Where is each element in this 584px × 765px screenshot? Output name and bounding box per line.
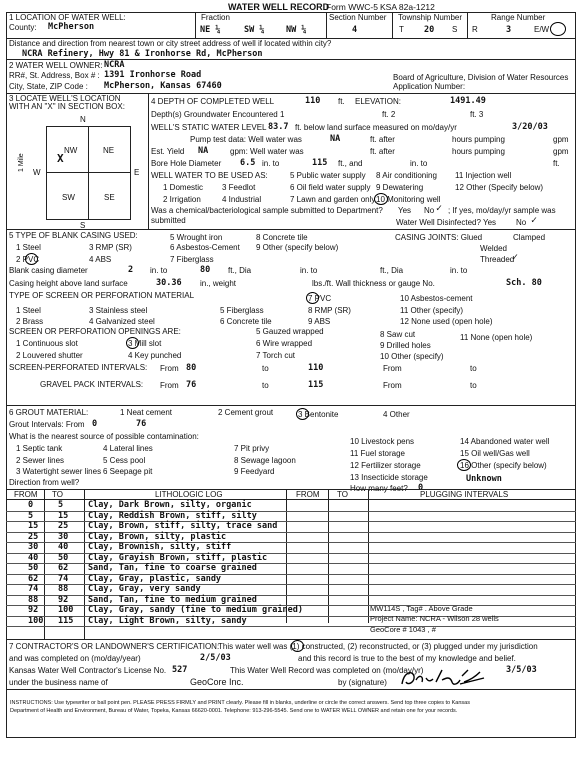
opening-3: 3 Mill slot xyxy=(128,339,162,348)
si-from-value: 80 xyxy=(186,363,197,373)
log-to: 100 xyxy=(58,605,74,615)
log-from: 25 xyxy=(28,531,39,542)
log-to: 92 xyxy=(58,594,69,605)
opening-9: 9 Drilled holes xyxy=(380,341,431,350)
pump-test-value: NA xyxy=(330,134,341,144)
table-row xyxy=(10,511,565,522)
log-header-plugging: PLUGGING INTERVALS xyxy=(420,490,509,499)
license-value: 527 xyxy=(172,665,188,675)
ksa-reference: KSA 82a-1212 xyxy=(380,2,435,12)
sample-date-label: ; If yes, mo/day/yr sample was xyxy=(448,206,556,215)
gravel-intervals-label: GRAVEL PACK INTERVALS: xyxy=(40,380,144,389)
gp-from-label-2: From xyxy=(383,381,402,390)
log-description: Clay, Grayish Brown, stiff, plastic xyxy=(88,552,268,563)
section7-label: 7 CONTRACTOR'S OR LANDOWNER'S CERTIFICATION: xyxy=(9,642,220,651)
quadrant-nw: NW xyxy=(64,146,78,155)
sample-no: No xyxy=(424,206,435,215)
si-to-value: 110 xyxy=(308,363,324,373)
table-row xyxy=(10,521,565,532)
log-note-1: MW114S , Tag# . Above Grade xyxy=(370,604,473,613)
casing-weight-label: in., weight xyxy=(200,279,237,288)
grout-3: 3 Bentonite xyxy=(298,410,339,419)
use-4: 4 Industrial xyxy=(222,195,262,204)
openings-label: SCREEN OR PERFORATION OPENINGS ARE: xyxy=(9,327,181,336)
contam-9: 9 Feedyard xyxy=(234,467,275,476)
owner-value: NCRA xyxy=(104,60,125,70)
grout-to-value: 76 xyxy=(136,419,147,429)
groundwater-label: Depth(s) Groundwater Encountered 1 xyxy=(151,110,285,119)
gp-to-label: to xyxy=(262,381,269,390)
section1-label: 1 LOCATION OF WATER WELL: xyxy=(9,13,126,22)
opening-10: 10 Other (specify) xyxy=(380,352,444,361)
contamination-label: What is the nearest source of possible contamination: xyxy=(9,432,199,441)
joints-clamped: Clamped xyxy=(513,233,546,242)
township-value: 20 xyxy=(424,25,435,35)
log-description: Clay, Gray, sandy (fine to medium grained) xyxy=(88,605,303,615)
log-to: 40 xyxy=(58,542,69,552)
contam-4: 4 Lateral lines xyxy=(103,444,153,453)
screen-10: 10 Asbestos-cement xyxy=(400,294,473,303)
use-1: 1 Domestic xyxy=(163,183,204,192)
completed-label: and was completed on (mo/day/year) xyxy=(9,654,141,663)
screen-2: 2 Brass xyxy=(16,317,44,326)
section-number-value: 4 xyxy=(352,25,358,35)
section3-label: 3 LOCATE WELL'S LOCATION WITH AN "X" IN SECTION BOX: xyxy=(9,94,125,111)
bore-in-to: in. to xyxy=(262,159,280,168)
gp-to-value: 115 xyxy=(308,380,324,390)
wall-thickness-label: lbs./ft. Wall thickness or gauge No. xyxy=(312,279,435,288)
county-value: McPherson xyxy=(48,22,95,32)
section-number-label: Section Number xyxy=(329,13,387,22)
contam-11: 11 Fuel storage xyxy=(350,449,405,458)
pump-test-label: Pump test data: Well water was xyxy=(190,135,302,144)
form-title: WATER WELL RECORD xyxy=(228,2,330,12)
direction-label: Direction from well? xyxy=(9,478,80,487)
fraction-3: NW ¼ xyxy=(286,25,307,35)
screen-1: 1 Steel xyxy=(16,306,41,315)
contam-6: 6 Seepage pit xyxy=(103,467,153,476)
fraction-2: SW ¼ xyxy=(244,25,265,35)
contam-10: 10 Livestock pens xyxy=(350,437,415,446)
section2-label: 2 WATER WELL OWNER: xyxy=(9,61,103,70)
form-frame xyxy=(6,12,576,738)
mile-label: 1 Mile xyxy=(18,153,25,172)
log-header-to-2: TO xyxy=(337,490,348,499)
use-2: 2 Irrigation xyxy=(163,195,201,204)
gpm-well-label: gpm: Well water was xyxy=(230,147,304,156)
contam-14: 14 Abandoned water well xyxy=(460,437,550,446)
certification-line2: and this record is true to the best of my knowledge and belief. xyxy=(298,654,516,663)
grout-3-circle-mark xyxy=(296,408,309,420)
screen-11: 11 Other (specify) xyxy=(400,306,463,315)
casing-height-value: 30.36 xyxy=(156,278,182,288)
business-label: under the business name of xyxy=(9,678,108,687)
contam-unknown-value: Unknown xyxy=(466,474,502,484)
screen-5: 5 Fiberglass xyxy=(220,306,264,315)
screen-7-circle-mark xyxy=(306,292,319,304)
table-row xyxy=(10,500,565,511)
log-from: 15 xyxy=(28,521,39,531)
log-to: 15 xyxy=(58,510,69,521)
log-to: 115 xyxy=(58,615,74,626)
distance-label: Distance and direction from nearest town or city street address of well if located within city? xyxy=(9,39,332,48)
use-6: 6 Oil field water supply xyxy=(290,183,371,192)
casing-8: 8 Concrete tile xyxy=(256,233,308,242)
log-from: 88 xyxy=(28,594,39,605)
compass-s: S xyxy=(80,221,86,230)
static-value: 83.7 xyxy=(268,122,289,132)
log-header-from-2: FROM xyxy=(296,490,320,499)
completed-value: 2/5/03 xyxy=(200,653,231,663)
board-label: Board of Agriculture, Division of Water Resources xyxy=(393,73,569,82)
bore-in-to-2: in. to xyxy=(410,159,428,168)
screen-6: 6 Concrete tile xyxy=(220,317,272,326)
contam-5: 5 Cess pool xyxy=(103,456,146,465)
record-completed-label: This Water Well Record was completed on (mo/day/yr) xyxy=(230,666,424,675)
bore-to-value: 115 xyxy=(312,158,328,168)
form-number: Form WWC-5 xyxy=(326,2,378,12)
contam-8: 8 Sewage lagoon xyxy=(234,456,296,465)
gp-to-label-2: to xyxy=(470,381,477,390)
use-label: WELL WATER TO BE USED AS: xyxy=(151,171,268,180)
log-description: Sand, Tan, fine to coarse grained xyxy=(88,563,257,573)
opening-2: 2 Louvered shutter xyxy=(16,351,83,360)
log-from: 92 xyxy=(28,605,39,615)
blank-diameter-value: 2 xyxy=(128,265,134,275)
signature xyxy=(398,666,488,690)
quadrant-ne: NE xyxy=(103,146,115,155)
use-5: 5 Public water supply xyxy=(290,171,366,180)
opening-4: 4 Key punched xyxy=(128,351,182,360)
opening-11: 11 None (open hole) xyxy=(460,333,533,342)
casing-1: 1 Steel xyxy=(16,243,41,252)
screen-intervals-label: SCREEN-PERFORATED INTERVALS: xyxy=(9,363,148,372)
log-description: Clay, Dark Brown, silty, organic xyxy=(88,500,252,510)
casing-2: 2 PVC xyxy=(16,255,40,264)
casing-3: 3 RMP (SR) xyxy=(89,243,132,252)
est-yield-label: Est. Yield xyxy=(151,147,185,156)
screen-9: 9 ABS xyxy=(308,317,331,326)
distance-value: NCRA Refinery, Hwy 81 & Ironhorse Rd, McPherson xyxy=(22,49,263,59)
opening-8: 8 Saw cut xyxy=(380,330,416,339)
bore-ft: ft. xyxy=(553,159,560,168)
opening-7: 7 Torch cut xyxy=(256,351,295,360)
wall-thickness-value: Sch. 80 xyxy=(506,278,542,288)
table-row xyxy=(10,584,565,595)
blank-in-to-2: in. to xyxy=(300,266,318,275)
bore-label: Bore Hole Diameter xyxy=(151,159,222,168)
screen-3: 3 Stainless steel xyxy=(89,306,148,315)
log-to: 74 xyxy=(58,573,69,584)
use-9: 9 Dewatering xyxy=(376,183,424,192)
log-from: 40 xyxy=(28,552,39,563)
compass-w: W xyxy=(33,168,41,177)
si-from-label-2: From xyxy=(383,364,402,373)
record-completed-value: 3/5/03 xyxy=(506,665,537,675)
grout-1: 1 Neat cement xyxy=(120,408,173,417)
si-from-label: From xyxy=(160,364,179,373)
contam-16-circle-mark xyxy=(457,459,471,471)
log-description: Clay, Gray, very sandy xyxy=(88,584,201,594)
section5-label: 5 TYPE OF BLANK CASING USED: xyxy=(9,231,138,240)
casing-6: 6 Asbestos-Cement xyxy=(170,243,240,252)
contam-7: 7 Pit privy xyxy=(234,444,270,453)
joints-threaded: Threaded xyxy=(480,255,515,264)
elevation-value: 1491.49 xyxy=(450,96,486,106)
blank-ft-dia: ft., Dia xyxy=(228,266,252,275)
static-label: WELL'S STATIC WATER LEVEL xyxy=(151,123,267,132)
use-3: 3 Feedlot xyxy=(222,183,256,192)
log-to: 5 xyxy=(58,500,64,510)
sample-yes: Yes xyxy=(398,206,412,215)
use-8: 8 Air conditioning xyxy=(376,171,437,180)
log-from: 74 xyxy=(28,584,39,594)
casing-2-circle-mark xyxy=(25,253,38,265)
blank-diameter-label: Blank casing diameter xyxy=(9,266,88,275)
screen-12: 12 None used (open hole) xyxy=(400,317,493,326)
table-row xyxy=(10,542,565,553)
groundwater-2: ft. 2 xyxy=(382,110,396,119)
log-from: 30 xyxy=(28,542,39,552)
address-label: RR#, St. Address, Box # : xyxy=(9,71,100,80)
disinfected-no: No xyxy=(516,218,527,227)
table-row xyxy=(10,595,565,606)
range-value: 3 xyxy=(506,25,512,35)
casing-9: 9 Other (specify below) xyxy=(256,243,339,252)
threaded-check-mark: ✓ xyxy=(512,252,519,263)
range-label: Range Number xyxy=(491,13,546,22)
contam-3: 3 Watertight sewer lines xyxy=(16,467,102,476)
log-note-2: Project Name: NCRA - Wilson 28 wells xyxy=(370,614,499,623)
contam-15: 15 Oil well/Gas well xyxy=(460,449,530,458)
disinfected-no-check-mark: ✓ xyxy=(531,215,538,226)
application-number-label: Application Number: xyxy=(393,82,466,91)
screen-7: 7 PVC xyxy=(308,294,332,303)
log-from: 5 xyxy=(28,510,34,521)
blank-to-value: 80 xyxy=(200,265,211,275)
table-row xyxy=(10,553,565,564)
submitted-label: submitted xyxy=(151,216,186,225)
screen-4: 4 Galvanized steel xyxy=(89,317,155,326)
how-many-value: 0 xyxy=(418,483,424,493)
range-circle-mark xyxy=(550,22,566,36)
use-12: 12 Other (Specify below) xyxy=(455,183,544,192)
use-10: 10 Monitoring well xyxy=(376,195,441,204)
table-row xyxy=(10,574,565,585)
pump-after-2: ft. after xyxy=(370,147,395,156)
blank-ft-dia-2: ft., Dia xyxy=(380,266,404,275)
license-label: Kansas Water Well Contractor's License No. xyxy=(9,666,167,675)
grout-intervals-label: Grout Intervals: From xyxy=(9,420,85,429)
casing-4: 4 ABS xyxy=(89,255,112,264)
joints-label: CASING JOINTS: Glued xyxy=(395,233,483,242)
static-tail: ft. below land surface measured on mo/day/yr xyxy=(295,123,457,132)
static-date: 3/20/03 xyxy=(512,122,548,132)
gp-from-label: From xyxy=(160,381,179,390)
contam-16: 16 Other (specify below) xyxy=(460,461,547,470)
hours-pumping-2: hours pumping xyxy=(452,147,505,156)
gpm-1: gpm xyxy=(553,135,569,144)
county-label: County: xyxy=(9,23,37,32)
quadrant-se: SE xyxy=(104,193,115,202)
log-row-divider xyxy=(6,626,576,627)
use-7: 7 Lawn and garden only xyxy=(290,195,376,204)
log-header-lithologic: LITHOLOGIC LOG xyxy=(155,490,223,499)
contam-13: 13 Insecticide storage xyxy=(350,473,428,482)
use-11: 11 Injection well xyxy=(455,171,512,180)
si-to-label-2: to xyxy=(470,364,477,373)
grout-2: 2 Cement grout xyxy=(218,408,274,417)
township-direction: S xyxy=(452,25,458,34)
groundwater-3: ft. 3 xyxy=(470,110,484,119)
table-row xyxy=(10,563,565,574)
log-description: Clay, Gray, plastic, sandy xyxy=(88,573,222,584)
est-yield-value: NA xyxy=(198,146,209,156)
log-header-from: FROM xyxy=(14,490,38,499)
range-r: R xyxy=(472,25,478,34)
log-from: 50 xyxy=(28,563,39,573)
contam-12: 12 Fertilizer storage xyxy=(350,461,421,470)
log-to: 50 xyxy=(58,552,69,563)
log-description: Clay, Brown, silty, plastic xyxy=(88,531,227,542)
use-10-circle-mark xyxy=(374,193,388,205)
range-direction: E/W xyxy=(534,25,550,34)
log-to: 25 xyxy=(58,521,69,531)
joints-welded: Welded xyxy=(480,244,507,253)
hours-pumping-1: hours pumping xyxy=(452,135,505,144)
instructions-line1: INSTRUCTIONS: Use typewriter or ball point pen. PLEASE PRESS FIRMLY and PRINT clearly. Please fill in blanks, underline or circle the correct answers. Send top three copies to Kansas xyxy=(10,700,470,706)
bore-value: 6.5 xyxy=(240,158,256,168)
well-location-x-mark: X xyxy=(57,152,64,165)
log-description: Clay, Reddish Brown, stiff, silty xyxy=(88,510,257,521)
opening-5: 5 Gauzed wrapped xyxy=(256,327,324,336)
contam-1: 1 Septic tank xyxy=(16,444,63,453)
blank-in-to: in. to xyxy=(150,266,168,275)
log-from: 0 xyxy=(28,500,34,510)
log-description: Sand, Tan, fine to medium grained xyxy=(88,594,257,605)
sample-no-check-mark: ✓ xyxy=(436,203,443,214)
opening-6: 6 Wire wrapped xyxy=(256,339,313,348)
casing-5: 5 Wrought iron xyxy=(170,233,223,242)
business-value: GeoCore Inc. xyxy=(190,677,244,687)
log-note-3: GeoCore # 1043 , # xyxy=(370,625,436,634)
log-description: Clay, Brownish, silty, stiff xyxy=(88,542,232,552)
section6-label: 6 GROUT MATERIAL: xyxy=(9,408,89,417)
signature-label: by (signature) xyxy=(338,678,387,687)
grout-from-value: 0 xyxy=(92,419,98,429)
gp-from-value: 76 xyxy=(186,380,197,390)
log-header-to: TO xyxy=(52,490,63,499)
fraction-1: NE ¼ xyxy=(200,25,221,35)
depth-value: 110 xyxy=(305,96,321,106)
si-to-label: to xyxy=(262,364,269,373)
opening-1: 1 Continuous slot xyxy=(16,339,78,348)
pump-after: ft. after xyxy=(370,135,395,144)
township-t: T xyxy=(399,25,404,34)
log-description: Clay, Brown, stiff, silty, trace sand xyxy=(88,521,278,531)
elevation-label: ELEVATION: xyxy=(355,97,401,106)
fraction-label: Fraction xyxy=(201,13,230,22)
screen-material-label: TYPE OF SCREEN OR PERFORATION MATERIAL xyxy=(9,291,195,300)
contam-2: 2 Sewer lines xyxy=(16,456,65,465)
table-row xyxy=(10,532,565,543)
log-to: 30 xyxy=(58,531,69,542)
blank-in-to-3: in. to xyxy=(450,266,468,275)
depth-ft: ft. xyxy=(338,97,345,106)
screen-8: 8 RMP (SR) xyxy=(308,306,351,315)
city-label: City, State, ZIP Code : xyxy=(9,82,88,91)
disinfected-label: Water Well Disinfected? Yes xyxy=(396,218,497,227)
gpm-2: gpm xyxy=(553,147,569,156)
instructions-line2: Department of Health and Environment, Bureau of Water, Topeka, Kansas 66620-0001. Telephone: 913-296-5545. Send one to WATER WELL OWNER and retain one for your records. xyxy=(10,708,458,714)
log-from: 62 xyxy=(28,573,39,584)
quadrant-sw: SW xyxy=(62,193,75,202)
how-many-label: How many feet? xyxy=(350,484,408,493)
city-value: McPherson, Kansas 67460 xyxy=(104,81,222,91)
grout-4: 4 Other xyxy=(383,410,410,419)
casing-height-label: Casing height above land surface xyxy=(9,279,128,288)
depth-label: 4 DEPTH OF COMPLETED WELL xyxy=(151,97,275,106)
casing-7: 7 Fiberglass xyxy=(170,255,214,264)
bore-and: ft., and xyxy=(338,159,363,168)
constructed-circle-mark xyxy=(291,640,304,652)
certification-line1: This water well was (1) constructed, (2) reconstructed, or (3) plugged under my jurisdiction xyxy=(218,642,538,651)
opening-3-circle-mark xyxy=(126,337,139,349)
township-label: Township Number xyxy=(398,13,463,22)
log-to: 62 xyxy=(58,563,69,573)
compass-n: N xyxy=(80,115,86,124)
log-description: Clay, Light Brown, silty, sandy xyxy=(88,615,247,626)
log-from: 100 xyxy=(28,615,44,626)
log-to: 88 xyxy=(58,584,69,594)
compass-e: E xyxy=(134,168,140,177)
sample-question: Was a chemical/bacteriological sample submitted to Department? xyxy=(151,206,383,215)
address-value: 1391 Ironhorse Road xyxy=(104,70,202,80)
